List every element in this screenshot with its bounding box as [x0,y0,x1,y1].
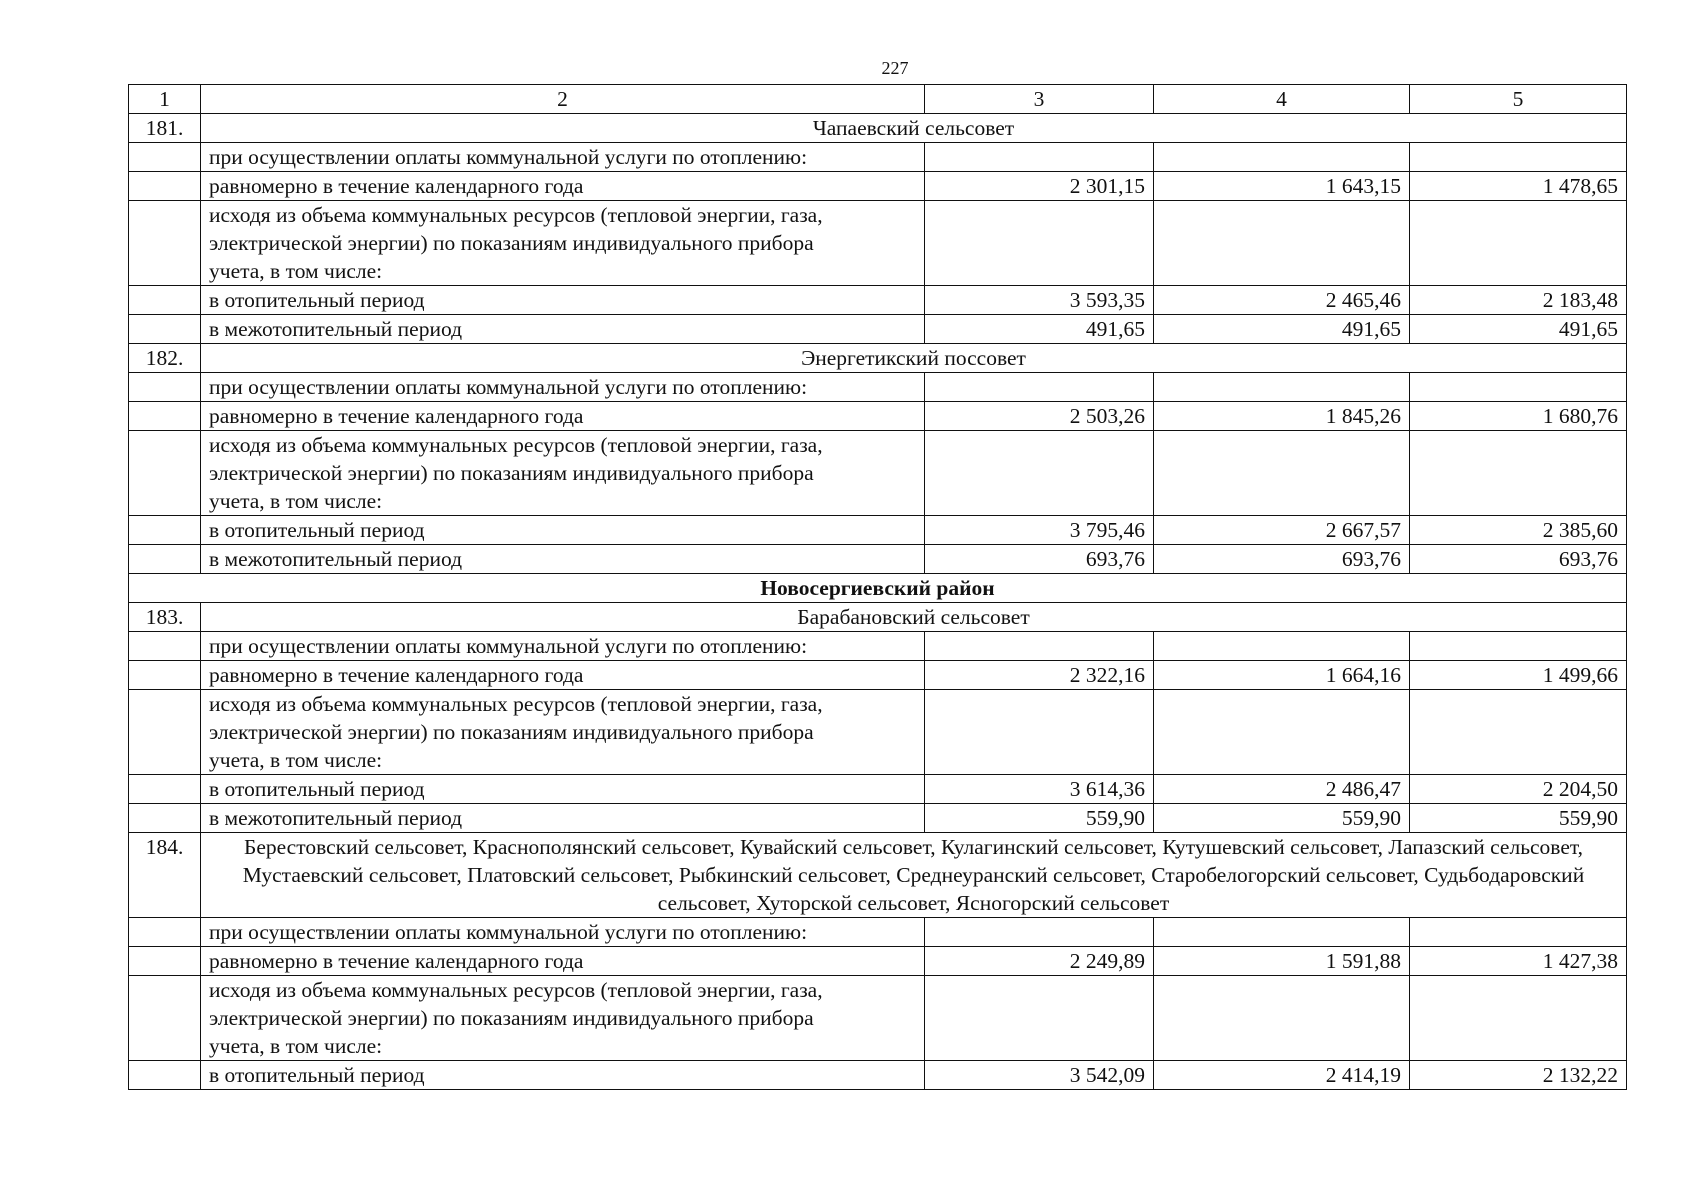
value-col-4: 2 486,47 [1154,775,1410,804]
value-col-4 [1154,918,1410,947]
entry-title: Энергетикский поссовет [201,344,1627,373]
empty-number-cell [129,373,201,402]
empty-number-cell [129,661,201,690]
value-col-4 [1154,976,1410,1061]
value-col-5: 1 499,66 [1410,661,1627,690]
entry-title-row [129,344,1627,373]
value-col-4 [1154,431,1410,516]
empty-number-cell [129,632,201,661]
table-row [129,976,1627,1061]
value-col-3: 3 542,09 [925,1061,1154,1090]
row-label: в межотопительный период [201,545,925,574]
value-col-4 [1154,143,1410,172]
empty-number-cell [129,804,201,833]
table-row [129,286,1627,315]
row-label: при осуществлении оплаты коммунальной услуги по отоплению: [201,373,925,402]
empty-number-cell [129,545,201,574]
table-row [129,918,1627,947]
value-col-5 [1410,431,1627,516]
value-col-3: 2 503,26 [925,402,1154,431]
value-col-4 [1154,201,1410,286]
value-col-4: 2 465,46 [1154,286,1410,315]
district-row [129,574,1627,603]
empty-number-cell [129,315,201,344]
empty-number-cell [129,431,201,516]
empty-number-cell [129,143,201,172]
value-col-5: 2 132,22 [1410,1061,1627,1090]
table-row [129,690,1627,775]
row-label: при осуществлении оплаты коммунальной услуги по отоплению: [201,143,925,172]
entry-number: 181. [129,114,201,143]
value-col-3 [925,690,1154,775]
table-row [129,201,1627,286]
entry-title: Барабановский сельсовет [201,603,1627,632]
row-label: при осуществлении оплаты коммунальной услуги по отоплению: [201,632,925,661]
row-label: в отопительный период [201,1061,925,1090]
value-col-3: 491,65 [925,315,1154,344]
empty-number-cell [129,690,201,775]
empty-number-cell [129,976,201,1061]
value-col-3 [925,632,1154,661]
row-label: равномерно в течение календарного года [201,661,925,690]
value-col-3 [925,431,1154,516]
table-row [129,516,1627,545]
empty-number-cell [129,516,201,545]
value-col-5 [1410,201,1627,286]
value-col-5: 1 478,65 [1410,172,1627,201]
row-label: в отопительный период [201,775,925,804]
value-col-4 [1154,690,1410,775]
entry-number: 184. [129,833,201,918]
row-label: в межотопительный период [201,315,925,344]
table-row [129,1061,1627,1090]
entry-title: Чапаевский сельсовет [201,114,1627,143]
row-label: равномерно в течение календарного года [201,172,925,201]
value-col-4: 2 414,19 [1154,1061,1410,1090]
page-number: 227 [881,58,909,78]
table-row [129,402,1627,431]
value-col-4 [1154,373,1410,402]
value-col-3: 2 249,89 [925,947,1154,976]
empty-number-cell [129,1061,201,1090]
table-row [129,775,1627,804]
empty-number-cell [129,918,201,947]
column-header-3: 3 [925,85,1154,114]
row-label: при осуществлении оплаты коммунальной услуги по отоплению: [201,918,925,947]
table-row [129,143,1627,172]
value-col-5: 2 183,48 [1410,286,1627,315]
row-label: равномерно в течение календарного года [201,947,925,976]
column-header-1: 1 [129,85,201,114]
value-col-3 [925,143,1154,172]
empty-number-cell [129,947,201,976]
empty-number-cell [129,201,201,286]
entry-title-row [129,603,1627,632]
value-col-5 [1410,976,1627,1061]
value-col-5 [1410,143,1627,172]
value-col-5: 1 680,76 [1410,402,1627,431]
value-col-3: 3 593,35 [925,286,1154,315]
empty-number-cell [129,402,201,431]
district-title: Новосергиевский район [129,574,1627,603]
column-header-2: 2 [201,85,925,114]
table-row [129,315,1627,344]
value-col-4: 693,76 [1154,545,1410,574]
value-col-4: 1 591,88 [1154,947,1410,976]
column-number-row [129,85,1627,114]
table-row [129,804,1627,833]
table-row [129,947,1627,976]
row-label: в отопительный период [201,286,925,315]
row-label: исходя из объема коммунальных ресурсов (тепловой энергии, газа, электрической энергии) по показаниям индивидуального прибора учета, в том числе: [201,690,925,775]
column-header-4: 4 [1154,85,1410,114]
value-col-3 [925,373,1154,402]
value-col-3 [925,201,1154,286]
value-col-4: 1 643,15 [1154,172,1410,201]
value-col-5: 2 385,60 [1410,516,1627,545]
value-col-5: 491,65 [1410,315,1627,344]
value-col-5 [1410,918,1627,947]
value-col-4 [1154,632,1410,661]
row-label: равномерно в течение календарного года [201,402,925,431]
value-col-3: 2 322,16 [925,661,1154,690]
value-col-5 [1410,632,1627,661]
entry-title: Берестовский сельсовет, Краснополянский сельсовет, Кувайский сельсовет, Кулагинский сельсовет, Кутушевский сельсовет, Лапазский сельсовет, Мустаевский сельсовет, Платовский сельсовет, Рыбкинский сельсовет, Среднеуранский сельсовет, Старобелогорский сельсовет, Судьбодаровский сельсовет, Хуторской сельсовет, Ясногорский сельсовет [201,833,1627,918]
value-col-5: 559,90 [1410,804,1627,833]
column-header-5: 5 [1410,85,1627,114]
value-col-3 [925,918,1154,947]
entry-title-row [129,114,1627,143]
empty-number-cell [129,775,201,804]
row-label: исходя из объема коммунальных ресурсов (тепловой энергии, газа, электрической энергии) по показаниям индивидуального прибора учета, в том числе: [201,201,925,286]
value-col-5: 693,76 [1410,545,1627,574]
table-body [129,85,1627,1090]
row-label: исходя из объема коммунальных ресурсов (тепловой энергии, газа, электрической энергии) по показаниям индивидуального прибора учета, в том числе: [201,431,925,516]
value-col-3 [925,976,1154,1061]
value-col-4: 491,65 [1154,315,1410,344]
entry-number: 183. [129,603,201,632]
value-col-5: 2 204,50 [1410,775,1627,804]
value-col-4: 1 664,16 [1154,661,1410,690]
row-label: в межотопительный период [201,804,925,833]
value-col-3: 2 301,15 [925,172,1154,201]
value-col-5 [1410,373,1627,402]
empty-number-cell [129,172,201,201]
entry-title-row [129,833,1627,918]
entry-number: 182. [129,344,201,373]
table-row [129,172,1627,201]
value-col-5: 1 427,38 [1410,947,1627,976]
row-label: в отопительный период [201,516,925,545]
value-col-3: 693,76 [925,545,1154,574]
table-row [129,661,1627,690]
table-row [129,545,1627,574]
value-col-3: 3 614,36 [925,775,1154,804]
empty-number-cell [129,286,201,315]
table-row [129,431,1627,516]
value-col-3: 559,90 [925,804,1154,833]
table-row [129,632,1627,661]
value-col-3: 3 795,46 [925,516,1154,545]
value-col-4: 2 667,57 [1154,516,1410,545]
value-col-4: 1 845,26 [1154,402,1410,431]
tariff-table [128,84,1627,1090]
value-col-4: 559,90 [1154,804,1410,833]
value-col-5 [1410,690,1627,775]
table-row [129,373,1627,402]
row-label: исходя из объема коммунальных ресурсов (тепловой энергии, газа, электрической энергии) по показаниям индивидуального прибора учета, в том числе: [201,976,925,1061]
